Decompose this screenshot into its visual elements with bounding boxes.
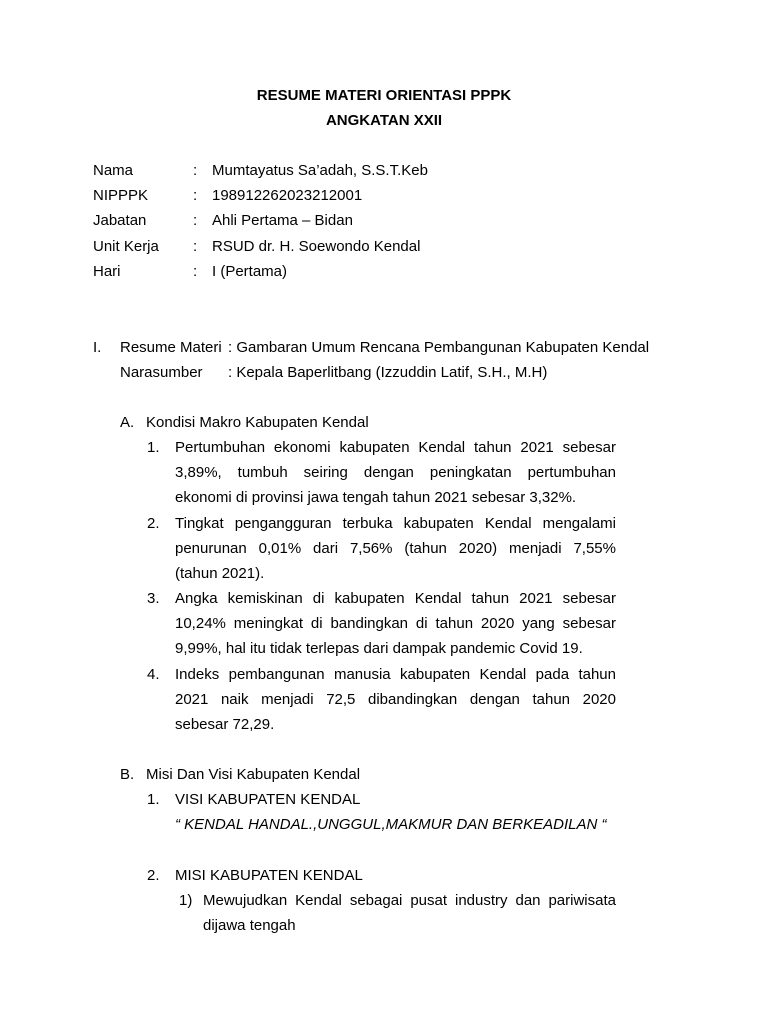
subsection-letter: A. — [120, 414, 135, 431]
identity-colon: : — [193, 162, 198, 179]
list-text-line: 2021 naik menjadi 72,5 dibandingkan dengan tahun 2020 — [175, 691, 616, 708]
identity-label: Jabatan — [93, 212, 147, 229]
identity-label: NIPPPK — [93, 187, 149, 204]
resume-value: : Gambaran Umum Rencana Pembangunan Kabupaten Kendal — [228, 339, 650, 356]
document-title: RESUME MATERI ORIENTASI PPPK — [256, 87, 512, 104]
list-text-line: sebesar 72,29. — [175, 716, 275, 733]
list-text-line: Indeks pembangunan manusia kabupaten Kendal pada tahun — [175, 666, 616, 683]
speaker-value: : Kepala Baperlitbang (Izzuddin Latif, S.H., M.H) — [228, 364, 548, 381]
list-text-line: penurunan 0,01% dari 7,56% (tahun 2020) menjadi 7,55% — [175, 540, 616, 557]
misi-text-line: dijawa tengah — [203, 917, 296, 934]
list-text-line: ekonomi di provinsi jawa tengah tahun 2021 sebesar 3,32%. — [175, 489, 577, 506]
identity-value: I (Pertama) — [212, 263, 288, 280]
list-number: 1. — [147, 439, 160, 456]
subsection-heading: Misi Dan Visi Kabupaten Kendal — [146, 766, 361, 783]
misi-text-line: Mewujudkan Kendal sebagai pusat industry dan pariwisata — [203, 892, 616, 909]
identity-label: Hari — [93, 263, 121, 280]
list-text-line: Angka kemiskinan di kabupaten Kendal tahun 2021 sebesar — [175, 590, 616, 607]
list-number: 3. — [147, 590, 160, 607]
document-subtitle: ANGKATAN XXII — [325, 112, 443, 129]
list-text-line: 10,24% meningkat di bandingkan di tahun 2020 yang sebesar — [175, 615, 616, 632]
identity-value: 198912262023212001 — [212, 187, 363, 204]
misi-number: 1) — [179, 892, 193, 909]
list-number: 2. — [147, 867, 160, 884]
list-number: 4. — [147, 666, 160, 683]
list-text-line: Pertumbuhan ekonomi kabupaten Kendal tahun 2021 sebesar — [175, 439, 616, 456]
list-number: 2. — [147, 515, 160, 532]
identity-colon: : — [193, 263, 198, 280]
speaker-label: Narasumber — [120, 364, 203, 381]
identity-colon: : — [193, 212, 198, 229]
identity-value: Mumtayatus Sa’adah, S.S.T.Keb — [212, 162, 428, 179]
list-text-line: Tingkat pengangguran terbuka kabupaten Kendal mengalami — [175, 515, 616, 532]
visi-statement: “ KENDAL HANDAL.,UNGGUL,MAKMUR DAN BERKEADILAN “ — [175, 816, 607, 833]
identity-label: Unit Kerja — [93, 238, 159, 255]
list-number: 1. — [147, 791, 160, 808]
section-number: I. — [93, 339, 102, 356]
list-text-line: (tahun 2021). — [175, 565, 265, 582]
subsection-heading: Kondisi Makro Kabupaten Kendal — [146, 414, 369, 431]
resume-label: Resume Materi — [120, 339, 222, 356]
visi-heading: VISI KABUPATEN KENDAL — [175, 791, 361, 808]
identity-label: Nama — [93, 162, 134, 179]
misi-heading: MISI KABUPATEN KENDAL — [175, 867, 363, 884]
subsection-letter: B. — [120, 766, 135, 783]
list-text-line: 9,99%, hal itu tidak terlepas dari dampak pandemic Covid 19. — [175, 640, 583, 657]
identity-colon: : — [193, 238, 198, 255]
identity-value: Ahli Pertama – Bidan — [212, 212, 353, 229]
identity-value: RSUD dr. H. Soewondo Kendal — [212, 238, 421, 255]
identity-colon: : — [193, 187, 198, 204]
list-text-line: 3,89%, tumbuh seiring dengan peningkatan pertumbuhan — [175, 464, 616, 481]
